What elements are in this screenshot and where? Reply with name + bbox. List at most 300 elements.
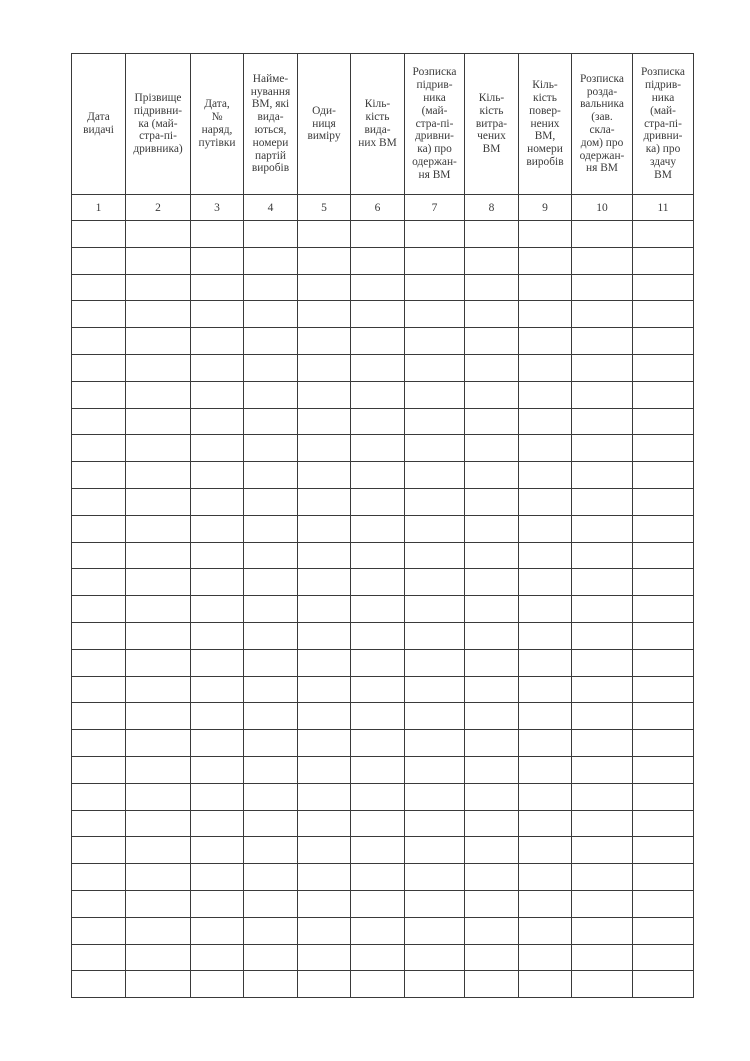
table-cell: [126, 247, 191, 274]
table-cell: [126, 488, 191, 515]
table-cell: [191, 596, 244, 623]
table-cell: [191, 890, 244, 917]
table-cell: [298, 596, 351, 623]
table-cell: [191, 328, 244, 355]
column-header-line: вальника: [580, 98, 624, 111]
table-cell: [465, 408, 519, 435]
table-cell: [298, 247, 351, 274]
table-cell: [633, 890, 694, 917]
table-cell: [572, 247, 633, 274]
table-cell: [405, 247, 465, 274]
column-header-line: кість: [533, 92, 557, 104]
table-row: [72, 328, 694, 355]
table-cell: [244, 622, 298, 649]
table-cell: [191, 435, 244, 462]
table-cell: [519, 435, 572, 462]
table-row: [72, 971, 694, 998]
table-cell: [191, 676, 244, 703]
table-cell: [298, 301, 351, 328]
table-row: [72, 944, 694, 971]
table-cell: [72, 810, 126, 837]
table-cell: [465, 435, 519, 462]
column-header-2: [126, 54, 191, 195]
column-header-4: [244, 54, 298, 195]
table-cell: [351, 596, 405, 623]
table-cell: [633, 542, 694, 569]
table-cell: [519, 515, 572, 542]
table-cell: [298, 703, 351, 730]
column-header-line: Кіль-: [532, 79, 558, 92]
table-cell: [126, 515, 191, 542]
table-cell: [126, 381, 191, 408]
table-cell: [405, 676, 465, 703]
table-cell: [405, 221, 465, 248]
table-cell: [572, 649, 633, 676]
column-header-line: ня ВМ: [418, 168, 451, 181]
table-cell: [126, 917, 191, 944]
column-header-line: кість: [479, 104, 504, 117]
table-cell: [126, 810, 191, 837]
table-cell: [244, 596, 298, 623]
table-cell: [519, 622, 572, 649]
table-cell: [633, 837, 694, 864]
table-cell: [633, 730, 694, 757]
table-cell: [72, 354, 126, 381]
table-cell: [244, 810, 298, 837]
table-cell: [519, 328, 572, 355]
table-cell: [465, 381, 519, 408]
table-cell: [351, 435, 405, 462]
table-row: [72, 488, 694, 515]
table-cell: [351, 864, 405, 891]
table-cell: [298, 328, 351, 355]
table-cell: [72, 944, 126, 971]
table-cell: [572, 542, 633, 569]
column-header-line: витра-: [475, 117, 508, 130]
table-cell: [405, 622, 465, 649]
table-cell: [633, 247, 694, 274]
column-header-line: дом) про: [580, 136, 624, 149]
table-cell: [405, 354, 465, 381]
table-cell: [572, 622, 633, 649]
table-cell: [126, 354, 191, 381]
table-cell: [465, 569, 519, 596]
column-header-9: [519, 54, 572, 195]
table-cell: [572, 730, 633, 757]
table-cell: [633, 354, 694, 381]
table-cell: [519, 381, 572, 408]
table-row: [72, 569, 694, 596]
table-cell: [405, 703, 465, 730]
column-header-line: розда-: [586, 85, 618, 98]
table-cell: [351, 676, 405, 703]
table-cell: [244, 381, 298, 408]
table-cell: [633, 488, 694, 515]
table-cell: [465, 756, 519, 783]
column-header-line: видачі: [83, 124, 114, 136]
table-cell: [298, 890, 351, 917]
table-cell: [126, 890, 191, 917]
column-header-line: (май-: [421, 104, 448, 117]
table-cell: [72, 221, 126, 248]
table-cell: [351, 944, 405, 971]
table-cell: [72, 783, 126, 810]
column-header-line: ВМ: [654, 168, 672, 181]
table-row: [72, 596, 694, 623]
table-cell: [298, 837, 351, 864]
table-cell: [191, 971, 244, 998]
table-cell: [572, 917, 633, 944]
table-cell: [351, 221, 405, 248]
column-header-line: ються,: [254, 124, 287, 136]
table-cell: [72, 703, 126, 730]
table-cell: [633, 703, 694, 730]
table-cell: [519, 756, 572, 783]
table-cell: [405, 971, 465, 998]
table-cell: [405, 917, 465, 944]
table-cell: [465, 622, 519, 649]
column-header-line: №: [211, 111, 223, 124]
table-cell: [298, 810, 351, 837]
table-cell: [405, 569, 465, 596]
table-cell: [633, 783, 694, 810]
column-header-line: одержан-: [579, 149, 625, 162]
table-cell: [298, 221, 351, 248]
table-cell: [72, 864, 126, 891]
table-cell: [244, 408, 298, 435]
column-header-line: вида-: [364, 124, 391, 136]
table-row: [72, 837, 694, 864]
column-header-6: [351, 54, 405, 195]
table-cell: [191, 408, 244, 435]
table-cell: [191, 649, 244, 676]
table-cell: [465, 730, 519, 757]
table-cell: [351, 354, 405, 381]
table-cell: [72, 301, 126, 328]
column-header-line: ня ВМ: [586, 162, 618, 175]
table-cell: [519, 971, 572, 998]
table-cell: [244, 944, 298, 971]
table-cell: [126, 408, 191, 435]
column-header-line: (зав.: [591, 111, 613, 124]
table-cell: [244, 462, 298, 489]
column-header-line: Кіль-: [364, 98, 391, 111]
table-cell: [298, 783, 351, 810]
table-cell: [126, 676, 191, 703]
table-row: [72, 810, 694, 837]
column-header-line: стра-пі-: [415, 117, 454, 130]
table-cell: [298, 515, 351, 542]
table-cell: [72, 890, 126, 917]
table-cell: [351, 703, 405, 730]
column-header-line: них ВМ: [358, 136, 397, 149]
table-cell: [72, 247, 126, 274]
table-cell: [465, 221, 519, 248]
table-cell: [572, 354, 633, 381]
table-cell: [244, 515, 298, 542]
table-cell: [351, 971, 405, 998]
column-number-10: 10: [572, 195, 633, 221]
table-cell: [633, 301, 694, 328]
table-cell: [633, 596, 694, 623]
table-cell: [191, 247, 244, 274]
table-cell: [465, 837, 519, 864]
table-cell: [298, 274, 351, 301]
column-header-line: нених: [530, 117, 560, 130]
table-cell: [633, 864, 694, 891]
table-cell: [191, 515, 244, 542]
column-header-line: підрив-: [416, 79, 453, 92]
table-row: [72, 622, 694, 649]
table-row: [72, 408, 694, 435]
column-header-line: Дата,: [204, 98, 230, 111]
table-cell: [572, 274, 633, 301]
table-cell: [465, 676, 519, 703]
table-cell: [191, 569, 244, 596]
table-cell: [633, 622, 694, 649]
table-cell: [633, 274, 694, 301]
column-header-line: ВМ: [482, 143, 501, 156]
table-cell: [244, 917, 298, 944]
table-cell: [72, 837, 126, 864]
table-cell: [405, 649, 465, 676]
table-cell: [351, 569, 405, 596]
table-cell: [465, 810, 519, 837]
table-cell: [465, 542, 519, 569]
table-cell: [351, 756, 405, 783]
table-cell: [519, 810, 572, 837]
column-header-line: підрив-: [644, 79, 682, 92]
table-cell: [72, 274, 126, 301]
table-cell: [191, 542, 244, 569]
table-row: [72, 381, 694, 408]
column-number-11: 11: [633, 195, 694, 221]
table-cell: [405, 435, 465, 462]
table-cell: [519, 917, 572, 944]
column-header-line: чених: [477, 130, 506, 143]
table-cell: [405, 864, 465, 891]
table-cell: [351, 783, 405, 810]
table-cell: [72, 381, 126, 408]
table-cell: [405, 274, 465, 301]
table-cell: [351, 247, 405, 274]
table-cell: [405, 462, 465, 489]
table-cell: [351, 542, 405, 569]
table-cell: [298, 944, 351, 971]
table-cell: [633, 944, 694, 971]
table-cell: [572, 756, 633, 783]
table-cell: [191, 274, 244, 301]
column-header-1: [72, 54, 126, 195]
table-row: [72, 301, 694, 328]
table-cell: [191, 301, 244, 328]
table-cell: [126, 864, 191, 891]
table-cell: [519, 408, 572, 435]
table-cell: [572, 810, 633, 837]
table-cell: [298, 676, 351, 703]
table-cell: [405, 944, 465, 971]
table-cell: [519, 354, 572, 381]
table-cell: [351, 622, 405, 649]
table-cell: [351, 462, 405, 489]
column-header-11: [633, 54, 694, 195]
table-cell: [298, 622, 351, 649]
table-cell: [465, 274, 519, 301]
table-cell: [244, 703, 298, 730]
table-cell: [191, 837, 244, 864]
table-row: [72, 221, 694, 248]
table-cell: [519, 247, 572, 274]
table-cell: [298, 435, 351, 462]
table-cell: [72, 622, 126, 649]
table-cell: [244, 301, 298, 328]
table-cell: [405, 837, 465, 864]
table-cell: [351, 274, 405, 301]
column-header-line: одержан-: [412, 155, 457, 168]
column-number-5: 5: [298, 195, 351, 221]
table-cell: [298, 381, 351, 408]
table-cell: [244, 569, 298, 596]
table-cell: [72, 649, 126, 676]
table-cell: [298, 971, 351, 998]
column-number-row: [72, 195, 694, 221]
table-cell: [126, 328, 191, 355]
table-cell: [351, 917, 405, 944]
table-cell: [244, 274, 298, 301]
table-cell: [244, 730, 298, 757]
table-cell: [633, 435, 694, 462]
table-cell: [519, 301, 572, 328]
table-cell: [244, 328, 298, 355]
table-row: [72, 890, 694, 917]
table-row: [72, 864, 694, 891]
column-number-1: 1: [72, 195, 126, 221]
table-cell: [191, 354, 244, 381]
table-cell: [633, 328, 694, 355]
table-cell: [298, 756, 351, 783]
table-cell: [126, 971, 191, 998]
table-cell: [351, 515, 405, 542]
column-number-7: 7: [405, 195, 465, 221]
table-cell: [244, 676, 298, 703]
table-cell: [191, 756, 244, 783]
table-cell: [405, 730, 465, 757]
table-row: [72, 274, 694, 301]
table-cell: [72, 676, 126, 703]
table-cell: [298, 462, 351, 489]
table-cell: [126, 542, 191, 569]
table-cell: [572, 381, 633, 408]
header-row: [72, 54, 694, 195]
column-header-line: дривни-: [643, 130, 683, 143]
table-cell: [633, 462, 694, 489]
column-header-line: ВМ,: [534, 130, 556, 143]
explosives-issue-ledger-table: [71, 53, 694, 998]
column-header-line: вида-: [257, 111, 284, 124]
table-cell: [519, 488, 572, 515]
column-header-line: ника: [651, 92, 675, 104]
table-cell: [298, 730, 351, 757]
table-cell: [465, 783, 519, 810]
column-header-line: Розписка: [412, 66, 457, 79]
table-cell: [126, 837, 191, 864]
table-cell: [298, 917, 351, 944]
column-header-3: [191, 54, 244, 195]
table-cell: [519, 864, 572, 891]
table-cell: [633, 756, 694, 783]
table-cell: [191, 864, 244, 891]
table-cell: [298, 408, 351, 435]
column-header-line: дривни-: [415, 130, 454, 143]
table-cell: [298, 649, 351, 676]
table-cell: [405, 783, 465, 810]
table-cell: [465, 917, 519, 944]
table-cell: [351, 381, 405, 408]
table-cell: [465, 515, 519, 542]
table-cell: [351, 328, 405, 355]
table-cell: [72, 408, 126, 435]
table-cell: [191, 730, 244, 757]
table-cell: [519, 274, 572, 301]
table-cell: [72, 917, 126, 944]
column-header-line: Дата: [87, 111, 110, 124]
column-number-4: 4: [244, 195, 298, 221]
table-cell: [72, 542, 126, 569]
table-cell: [633, 569, 694, 596]
table-cell: [244, 783, 298, 810]
column-header-line: виробів: [526, 155, 564, 168]
column-header-10: [572, 54, 633, 195]
column-header-line: Оди-: [312, 104, 336, 117]
table-cell: [465, 247, 519, 274]
table-cell: [633, 649, 694, 676]
table-cell: [72, 730, 126, 757]
table-cell: [572, 837, 633, 864]
table-cell: [244, 890, 298, 917]
table-cell: [126, 274, 191, 301]
table-cell: [465, 488, 519, 515]
table-cell: [244, 247, 298, 274]
table-cell: [519, 676, 572, 703]
table-row: [72, 515, 694, 542]
table-cell: [351, 408, 405, 435]
table-cell: [572, 783, 633, 810]
column-header-7: [405, 54, 465, 195]
table-row: [72, 730, 694, 757]
table-cell: [465, 301, 519, 328]
table-cell: [405, 596, 465, 623]
column-header-line: дривника): [133, 143, 183, 156]
table-cell: [519, 221, 572, 248]
table-cell: [572, 971, 633, 998]
table-cell: [519, 596, 572, 623]
table-cell: [351, 488, 405, 515]
table-cell: [72, 596, 126, 623]
table-cell: [72, 569, 126, 596]
table-row: [72, 247, 694, 274]
table-cell: [519, 542, 572, 569]
table-cell: [405, 810, 465, 837]
table-cell: [405, 381, 465, 408]
table-cell: [126, 622, 191, 649]
table-row: [72, 649, 694, 676]
column-number-3: 3: [191, 195, 244, 221]
table-cell: [572, 462, 633, 489]
table-row: [72, 354, 694, 381]
column-number-6: 6: [351, 195, 405, 221]
table-cell: [191, 917, 244, 944]
table-cell: [191, 944, 244, 971]
